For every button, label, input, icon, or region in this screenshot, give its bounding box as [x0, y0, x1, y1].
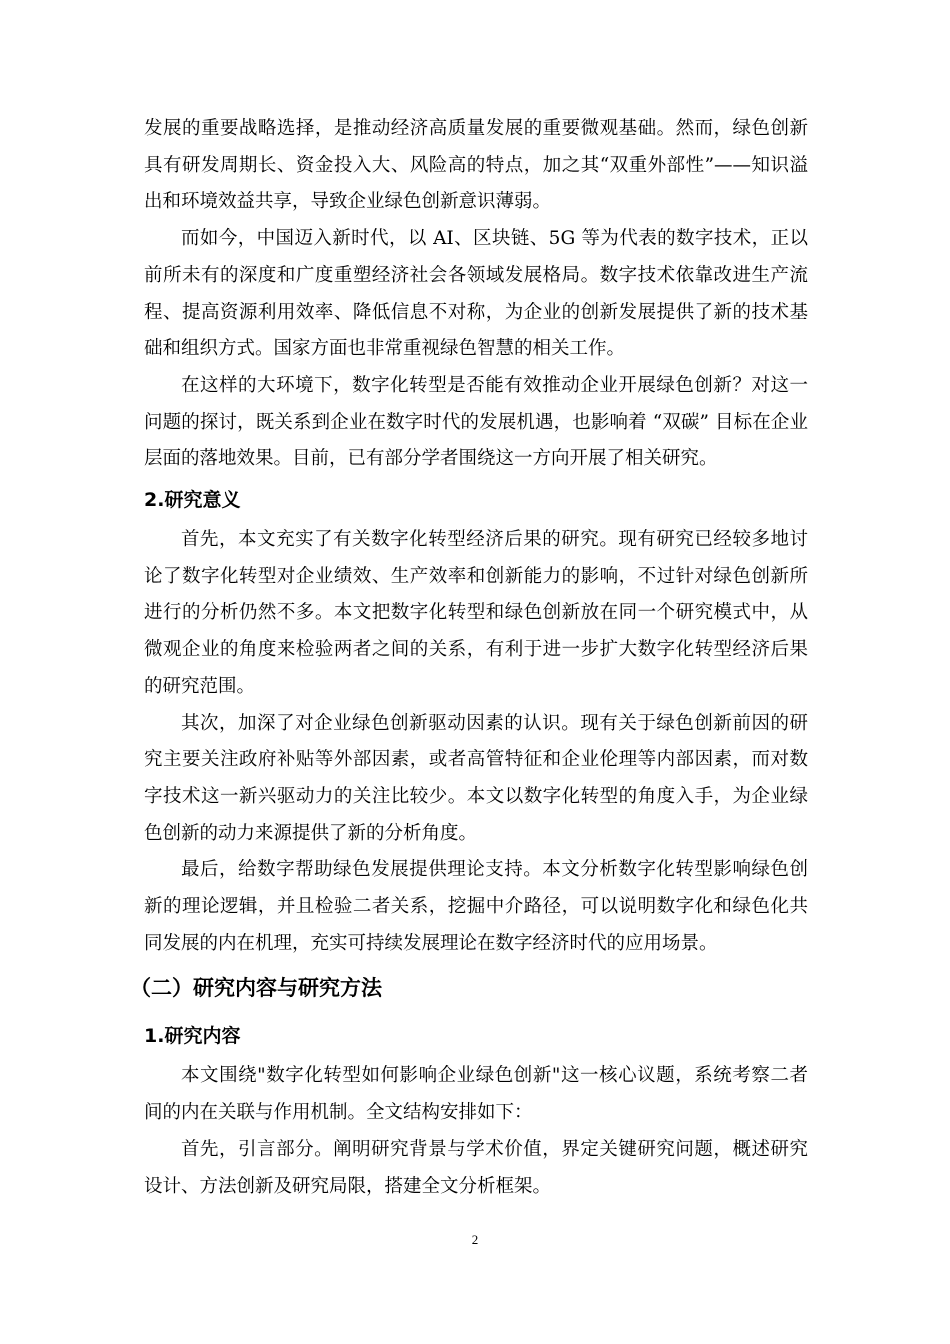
- page-body: [130, 111, 808, 1205]
- paragraph-background-continued: 发展的重要战略选择，是推动经济高质量发展的重要微观基础。然而，绿色创新具有研发周期长、资金投入大、风险高的特点，加之其“双重外部性”——知识溢出和环境效益共享，导致企业绿色创新意识薄弱。: [144, 118, 808, 213]
- paragraph-content-first: 首先，引言部分。阐明研究背景与学术价值，界定关键研究问题，概述研究设计、方法创新及研究局限，搭建全文分析框架。: [144, 1138, 808, 1197]
- paragraph-significance-third: 最后，给数字帮助绿色发展提供理论支持。本文分析数字化转型影响绿色创新的理论逻辑，并且检验二者关系，挖掘中介路径，可以说明数字化和绿色化共同发展的内在机理，充实可持续发展理论在数字经济时代的应用场景。: [144, 859, 808, 954]
- heading-content-and-methods: （二）研究内容与研究方法: [130, 976, 382, 1001]
- heading-research-content: 1.研究内容: [144, 1025, 241, 1048]
- paragraph-significance-second: 其次，加深了对企业绿色创新驱动因素的认识。现有关于绿色创新前因的研究主要关注政府补贴等外部因素，或者高管特征和企业伦理等内部因素，而对数字技术这一新兴驱动力的关注比较少。本文以数字化转型的角度入手，为企业绿色创新的动力来源提供了新的分析角度。: [144, 712, 808, 844]
- paragraph-content-intro: 本文围绕"数字化转型如何影响企业绿色创新"这一核心议题，系统考察二者间的内在关联与作用机制。全文结构安排如下：: [144, 1065, 808, 1124]
- paragraph-significance-first: 首先，本文充实了有关数字化转型经济后果的研究。现有研究已经较多地讨论了数字化转型对企业绩效、生产效率和创新能力的影响，不过针对绿色创新所进行的分析仍然不多。本文把数字化转型和绿色创新放在同一个研究模式中，从微观企业的角度来检验两者之间的关系，有利于进一步扩大数字化转型经济后果的研究范围。: [144, 529, 808, 697]
- paragraph-digital-technology: 而如今，中国迈入新时代，以 AI、区块链、5G 等为代表的数字技术，正以前所未有的深度和广度重塑经济社会各领域发展格局。数字技术依靠改进生产流程、提高资源利用效率、降低信息不对称，为企业的创新发展提供了新的技术基础和组织方式。国家方面也非常重视绿色智慧的相关工作。: [144, 228, 808, 360]
- page-number: 2: [471, 1232, 479, 1247]
- heading-research-significance: 2.研究意义: [144, 489, 241, 512]
- paragraph-research-question: 在这样的大环境下，数字化转型是否能有效推动企业开展绿色创新？对这一问题的探讨，既关系到企业在数字时代的发展机遇，也影响着 “双碳” 目标在企业层面的落地效果。目前，已有部分学者围绕这一方向开展了相关研究。: [144, 374, 808, 470]
